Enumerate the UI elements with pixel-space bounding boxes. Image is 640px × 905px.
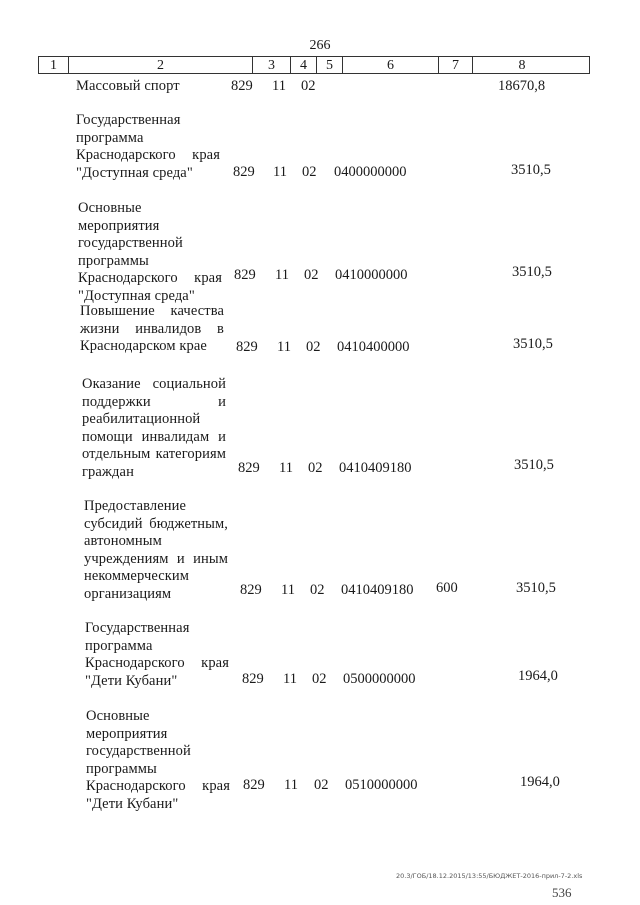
row-pr: 02 xyxy=(314,777,329,793)
row-ved: 829 xyxy=(234,267,256,283)
row-csr: 0400000000 xyxy=(334,164,407,180)
row-rz: 11 xyxy=(279,460,293,476)
row-sum: 1964,0 xyxy=(518,668,558,684)
row-sum: 3510,5 xyxy=(512,264,552,280)
row-pr: 02 xyxy=(304,267,319,283)
column-header-4: 4 xyxy=(291,57,317,73)
row-rz: 11 xyxy=(284,777,298,793)
row-rz: 11 xyxy=(273,164,287,180)
row-rz: 11 xyxy=(272,78,286,94)
column-header-7: 7 xyxy=(439,57,473,73)
row-sum: 1964,0 xyxy=(520,774,560,790)
row-rz: 11 xyxy=(283,671,297,687)
row-pr: 02 xyxy=(301,78,316,94)
column-header-3: 3 xyxy=(253,57,291,73)
row-sum: 18670,8 xyxy=(498,78,546,94)
row-sum: 3510,5 xyxy=(513,336,553,352)
row-sum: 3510,5 xyxy=(516,580,556,596)
row-pr: 02 xyxy=(302,164,317,180)
row-csr: 0410000000 xyxy=(335,267,408,283)
row-csr: 0410400000 xyxy=(337,339,410,355)
row-ved: 829 xyxy=(240,582,262,598)
row-ved: 829 xyxy=(243,777,265,793)
row-ved: 829 xyxy=(238,460,260,476)
row-csr: 0510000000 xyxy=(345,777,418,793)
row-ved: 829 xyxy=(236,339,258,355)
page-number-top: 266 xyxy=(309,38,331,53)
row-pr: 02 xyxy=(310,582,325,598)
row-ved: 829 xyxy=(233,164,255,180)
row-name: Повышение качества жизни инвалидов в Краснодарском крае xyxy=(80,303,224,354)
column-header-5: 5 xyxy=(317,57,343,73)
row-pr: 02 xyxy=(308,460,323,476)
column-header-6: 6 xyxy=(343,57,439,73)
row-name: Предоставление субсидий бюджетным, автономным учреждениям и иным некоммерческим организациям xyxy=(84,498,228,602)
row-ved: 829 xyxy=(231,78,253,94)
row-csr: 0500000000 xyxy=(343,671,416,687)
row-name: Массовый спорт xyxy=(76,78,180,94)
row-sum: 3510,5 xyxy=(514,457,554,473)
footer-file-stamp: 20.3/ГОБ/18.12.2015/13:55/БЮДЖЕТ-2016-прил-7-2.xls xyxy=(396,872,583,880)
column-header-1: 1 xyxy=(39,57,69,73)
row-csr: 0410409180 xyxy=(339,460,412,476)
row-rz: 11 xyxy=(281,582,295,598)
row-rz: 11 xyxy=(277,339,291,355)
table-header-row xyxy=(38,56,590,74)
row-ved: 829 xyxy=(242,671,264,687)
row-name: Основные мероприятия государственной программы Краснодарского края "Дети Кубани" xyxy=(86,708,230,812)
row-pr: 02 xyxy=(312,671,327,687)
column-header-8: 8 xyxy=(518,58,526,73)
row-name: Государственная программа Краснодарского края "Доступная среда" xyxy=(76,112,220,181)
row-csr: 0410409180 xyxy=(341,582,414,598)
page-number-bottom: 536 xyxy=(552,885,572,900)
row-name: Основные мероприятия государственной программы Краснодарского края "Доступная среда" xyxy=(78,200,222,304)
row-name: Государственная программа Краснодарского края "Дети Кубани" xyxy=(85,620,229,689)
row-vr: 600 xyxy=(436,580,458,596)
row-sum: 3510,5 xyxy=(511,162,551,178)
column-header-2: 2 xyxy=(69,57,253,73)
row-name: Оказание социальной поддержки и реабилитационной помощи инвалидам и отдельным категориям граждан xyxy=(82,376,226,480)
row-pr: 02 xyxy=(306,339,321,355)
row-rz: 11 xyxy=(275,267,289,283)
